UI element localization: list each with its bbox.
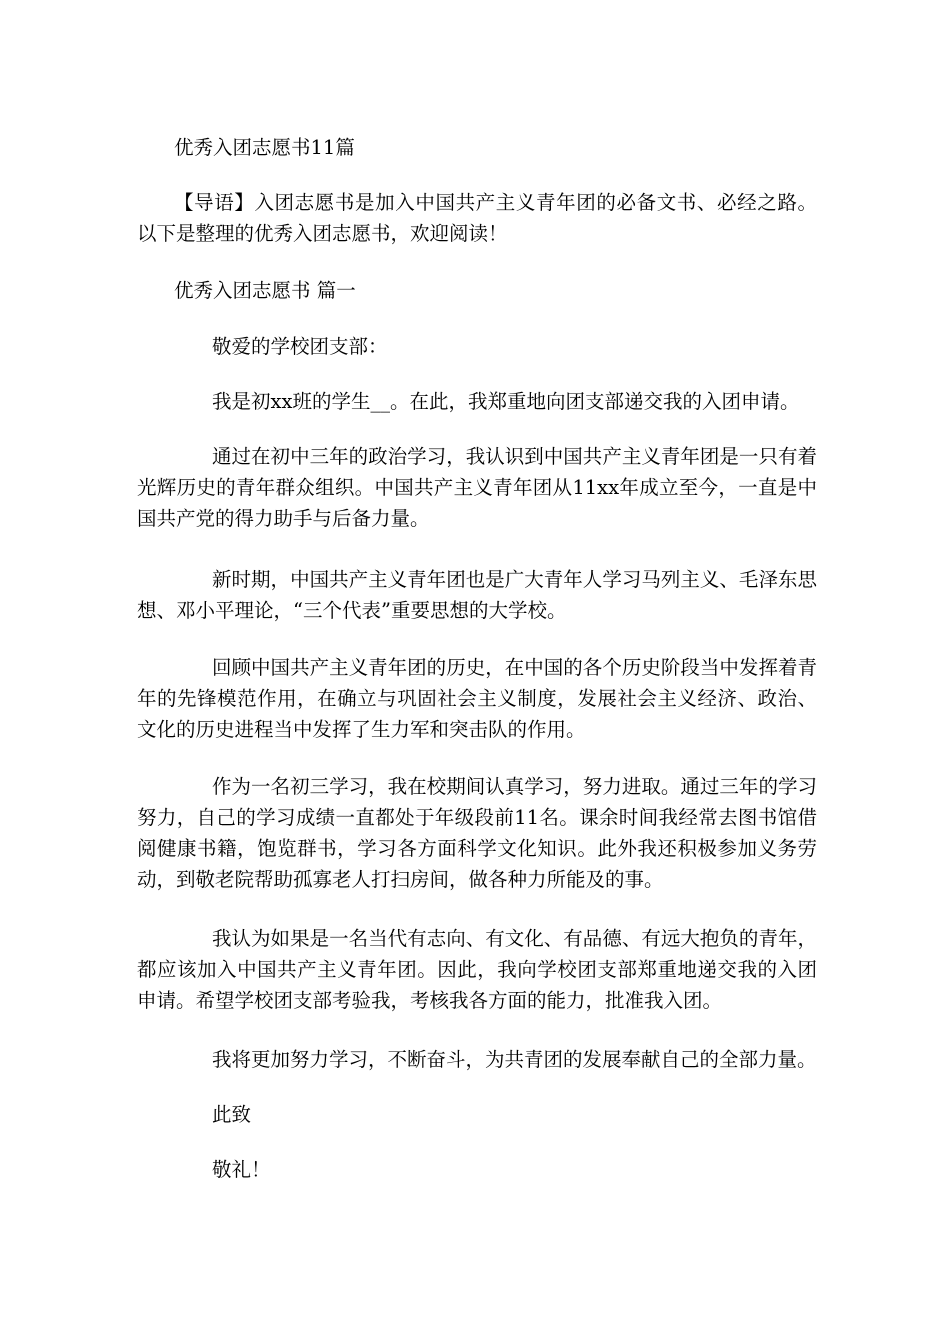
body-paragraph: 通过在初中三年的政治学习，我认识到中国共产主义青年团是一只有着光辉历史的青年群众组织。中国共产主义青年团从11xx年成立至今，一直是中国共产党的得力助手与后备力量。 (137, 445, 817, 530)
body-paragraph: 回顾中国共产主义青年团的历史，在中国的各个历史阶段当中发挥着青年的先锋模范作用，在确立与巩固社会主义制度，发展社会主义经济、政治、文化的历史进程当中发挥了生力军和突击队的作用。 (137, 656, 817, 741)
salutation: 敬爱的学校团支部： (212, 335, 388, 358)
intro-paragraph: 【导语】入团志愿书是加入中国共产主义青年团的必备文书、必经之路。以下是整理的优秀入团志愿书，欢迎阅读！ (137, 191, 817, 245)
closing-line: 此致 (212, 1103, 252, 1126)
body-paragraph: 作为一名初三学习，我在校期间认真学习，努力进取。通过三年的学习努力，自己的学习成绩一直都处于年级段前11名。课余时间我经常去图书馆借阅健康书籍，饱览群书，学习各方面科学文化知识。此外我还积极参加义务劳动，到敬老院帮助孤寡老人打扫房间，做各种力所能及的事。 (137, 775, 817, 891)
body-paragraph: 我将更加努力学习，不断奋斗，为共青团的发展奉献自己的全部力量。 (212, 1048, 817, 1071)
document-title: 优秀入团志愿书11篇 (174, 136, 355, 159)
body-paragraph: 我认为如果是一名当代有志向、有文化、有品德、有远大抱负的青年，都应该加入中国共产主义青年团。因此，我向学校团支部郑重地递交我的入团申请。希望学校团支部考验我，考核我各方面的能力，批准我入团。 (137, 927, 817, 1012)
closing-salute: 敬礼！ (212, 1158, 271, 1181)
body-paragraph: 新时期，中国共产主义青年团也是广大青年人学习马列主义、毛泽东思想、邓小平理论，“三个代表”重要思想的大学校。 (137, 568, 817, 622)
section-heading: 优秀入团志愿书 篇一 (174, 279, 356, 302)
body-paragraph: 我是初xx班的学生__。在此，我郑重地向团支部递交我的入团申请。 (212, 390, 800, 413)
